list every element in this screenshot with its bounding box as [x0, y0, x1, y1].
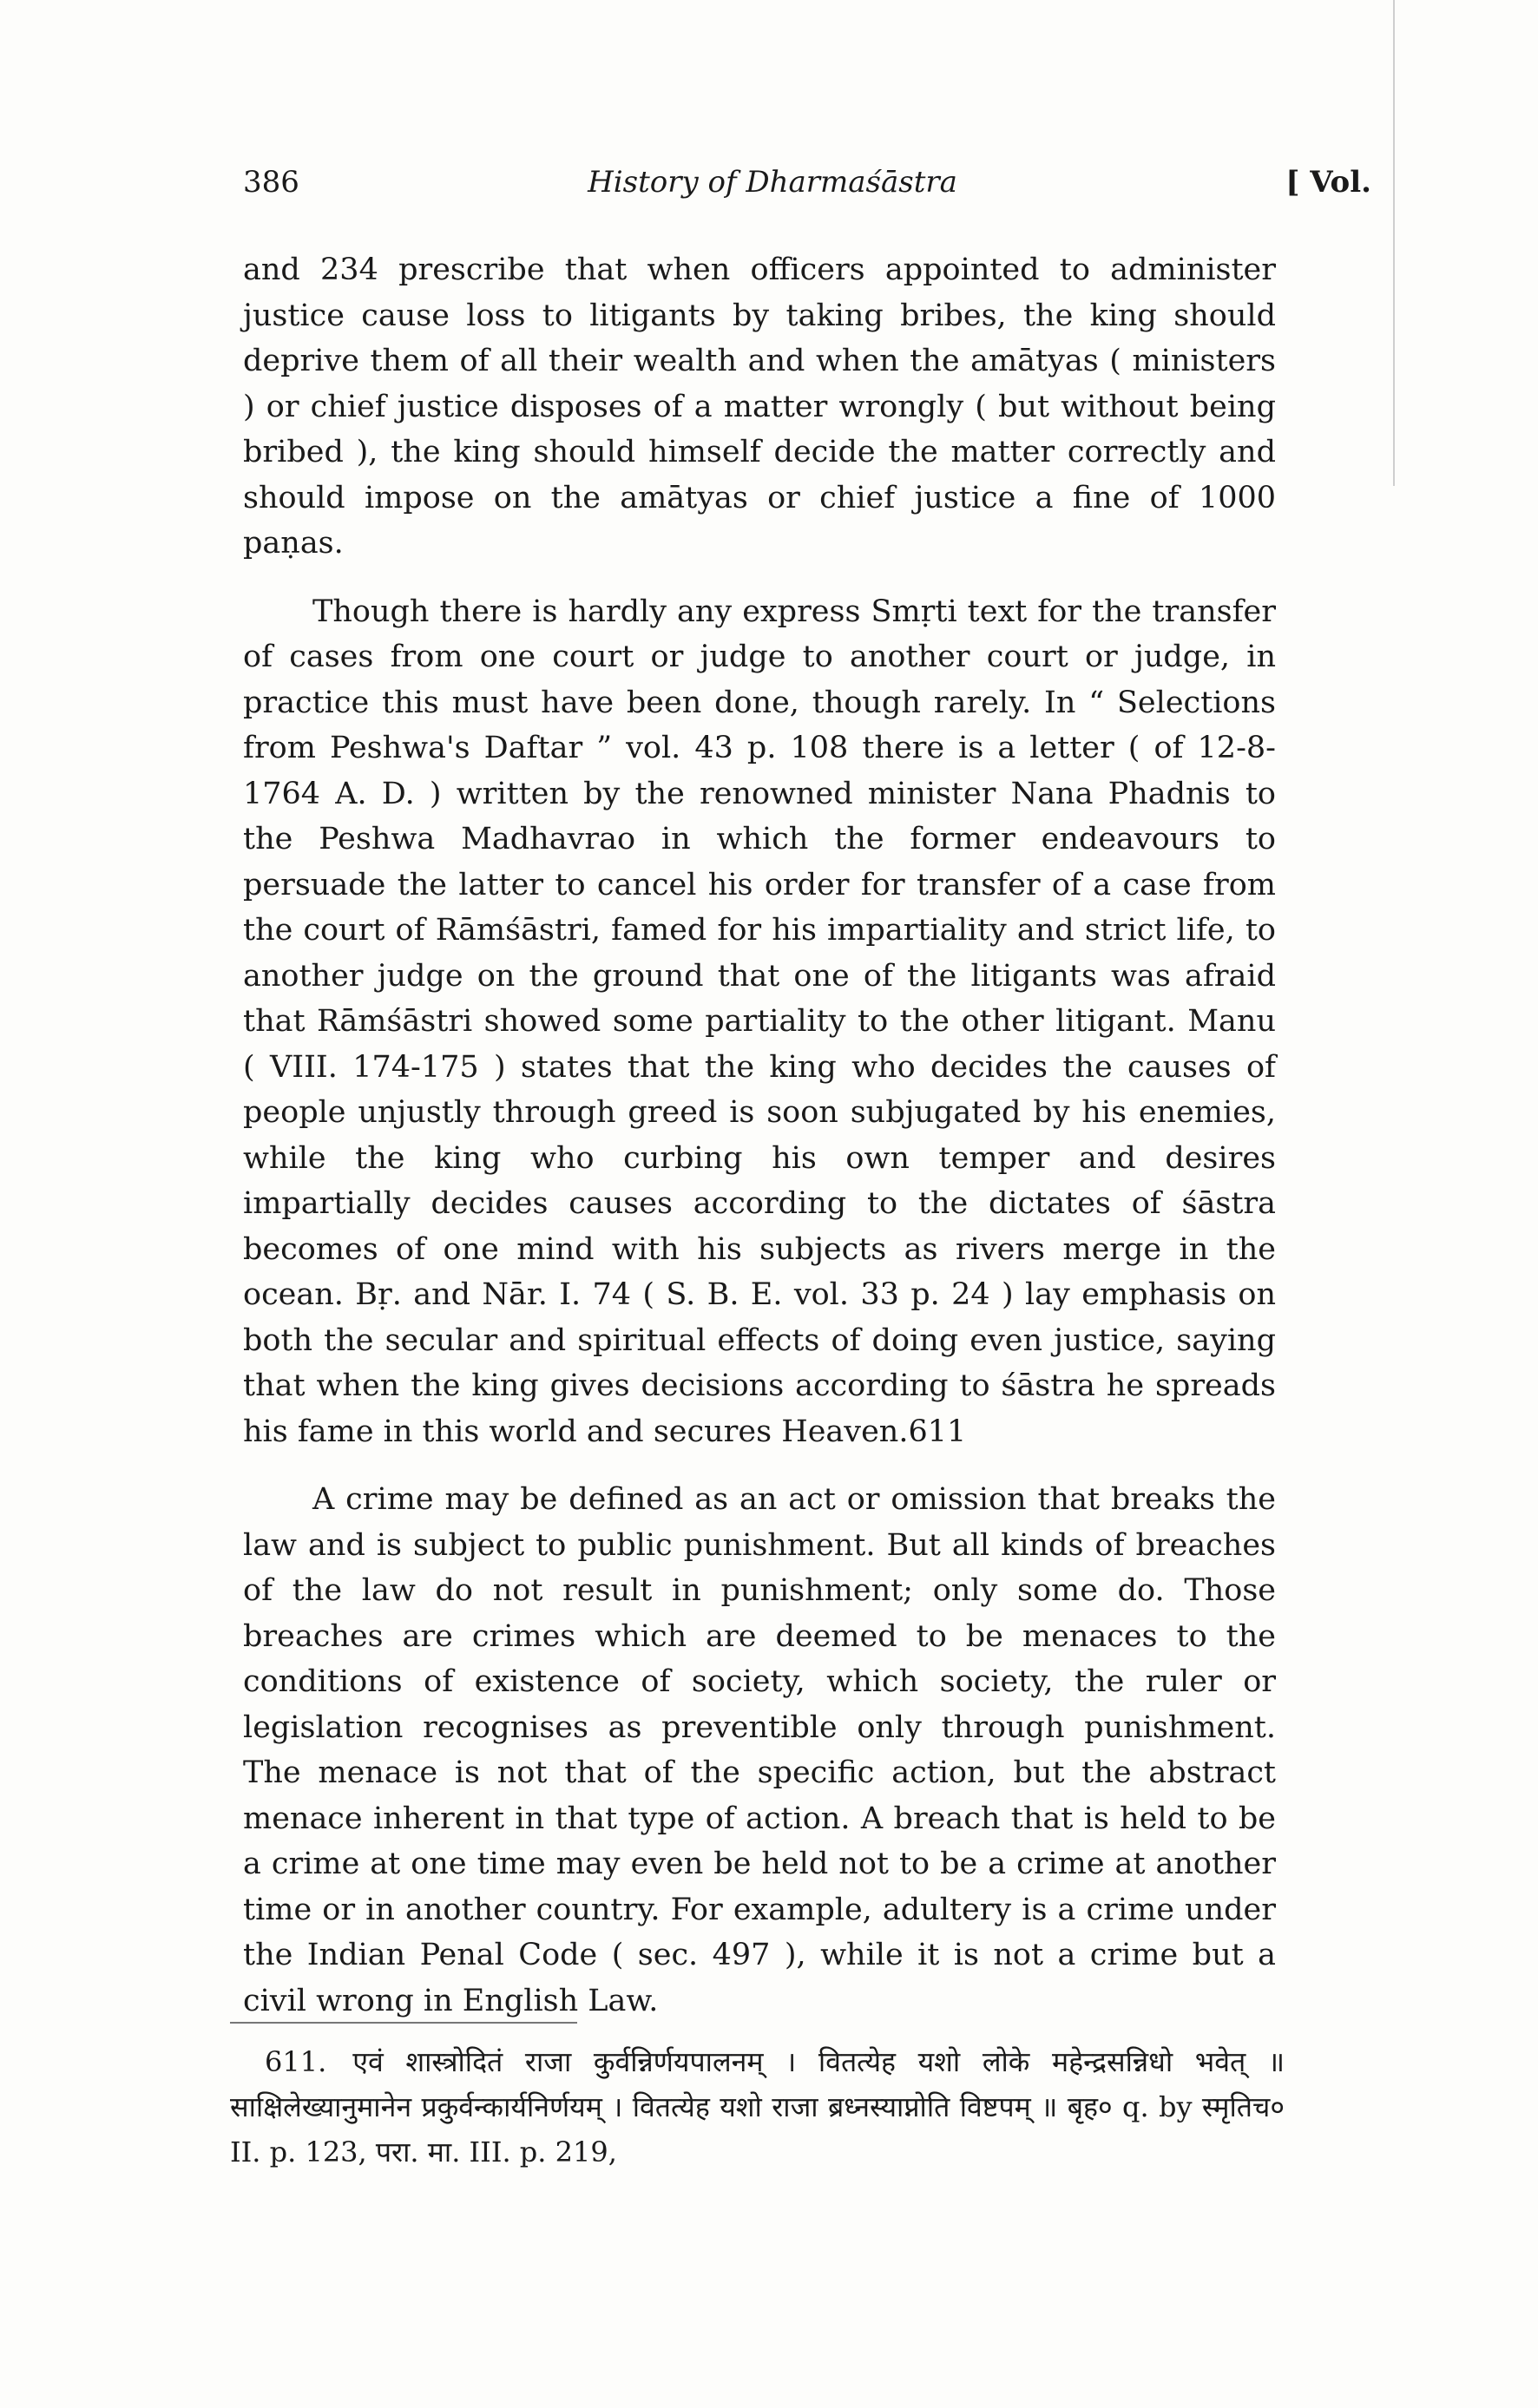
page-number: 386	[243, 165, 299, 200]
volume-label: [ Vol.	[1285, 165, 1371, 200]
binding-edge-line	[1393, 0, 1395, 486]
footnote-rule	[230, 2022, 577, 2024]
running-title: History of Dharmaśāstra	[588, 165, 957, 200]
paragraph-transfer-of-cases: Though there is hardly any express Smṛti text for the transfer of cases from one court or judge to another court or judge, in practice this must have been done, though rarely. In “ Selections from Peshwa's Daftar ” vol. 43 p. 108 there is a letter ( of 12-8-1764 A. D. ) written by the renowned minister Nana Phadnis to the Peshwa Madhavrao in which the former endeavours to persuade the latter to cancel his order for transfer of a case from the court of Rāmśāstri, famed for his impartiality and strict life, to another judge on the ground that one of the litigants was afraid that Rāmśāstri showed some partiality to the other litigant. Manu ( VIII. 174-175 ) states that the king who decides the causes of people unjustly through greed is soon subjugated by his enemies, while the king who curbing his own temper and desires impartially decides causes according to the dictates of śāstra becomes of one mind with his subjects as rivers merge in the ocean. Bṛ. and Nār. I. 74 ( S. B. E. vol. 33 p. 24 ) lay emphasis on both the secular and spiritual effects of doing even justice, saying that when the king gives decisions according to śāstra he spreads his fame in this world and secures Heaven.611	[243, 594, 1276, 1449]
body-text	[243, 247, 1276, 2046]
paragraph-continuation: and 234 prescribe that when officers appointed to administer justice cause loss to litigants by taking bribes, the king should deprive them of all their wealth and when the amātyas ( ministers ) or chief justice disposes of a matter wrongly ( but without being bribed ), the king should himself decide the matter correctly and should impose on the amātyas or chief justice a fine of 1000 paṇas.	[243, 253, 1276, 561]
footnote-number: 611.	[265, 2045, 327, 2078]
footnote	[230, 2039, 1285, 2175]
paragraph-crime-definition: A crime may be defined as an act or omission that breaks the law and is subject to public punishment. But all kinds of breaches of the law do not result in punishment; only some do. Those breaches are crimes which are deemed to be menaces to the conditions of existence of society, which society, the ruler or legislation recognises as preventible only through punishment. The menace is not that of the specific action, but the abstract menace inherent in that type of action. A breach that is held to be a crime at one time may even be held not to be a crime at another time or in another country. For example, adultery is a crime under the Indian Penal Code ( sec. 497 ), while it is not a crime but a civil wrong in English Law.	[243, 1482, 1276, 2018]
running-head	[243, 165, 1371, 217]
footnote-text: एवं शास्त्रोदितं राजा कुर्वन्निर्णयपालनम् । वितत्येह यशो लोके महेन्द्रसन्निधो भवेत् ॥ साक्षिलेख्यानुमानेन प्रकुर्वन्कार्यनिर्णयम् । वितत्येह यशो राजा ब्रध्नस्याप्नोति विष्टपम् ॥ बृह० q. by स्मृतिच० II. p. 123, परा. मा. III. p. 219,	[230, 2045, 1285, 2169]
